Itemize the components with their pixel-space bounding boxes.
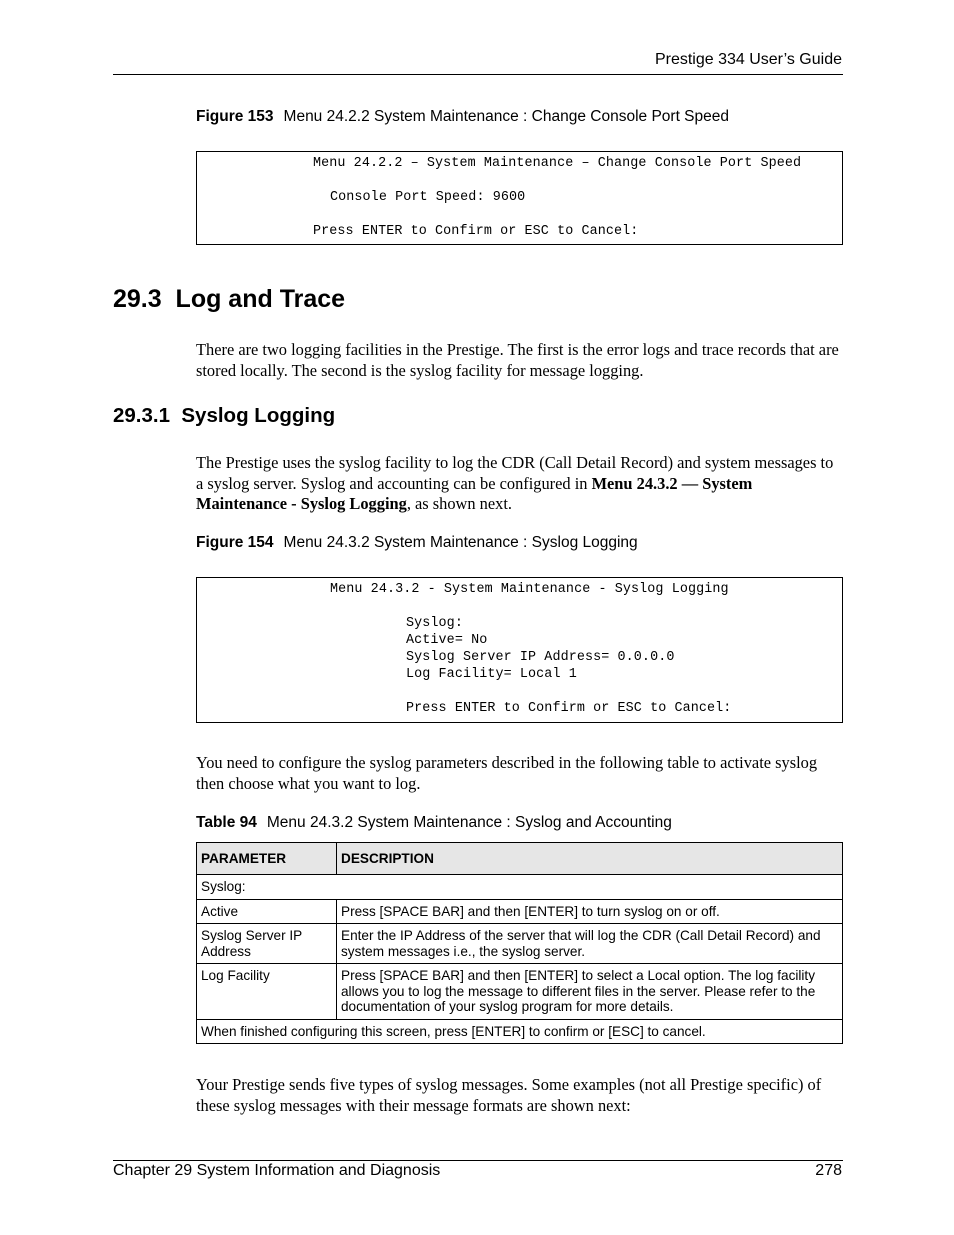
table-footer-row xyxy=(197,1019,843,1044)
subsection-text-1: The Prestige uses the syslog facility to log the CDR (Call Detail Record) and system messages to a syslog server. Syslog and accounting can be configured in xyxy=(196,453,834,493)
table-header-row xyxy=(197,843,843,875)
subsection-text-2: , as shown next. xyxy=(406,494,512,513)
syslog-parameters-table xyxy=(196,842,843,1044)
figure-154-console xyxy=(196,577,843,723)
console-port-speed-field: Console Port Speed: 9600 xyxy=(330,190,526,205)
console-server-ip-field: Syslog Server IP Address= 0.0.0.0 xyxy=(406,650,675,665)
subsection-paragraph xyxy=(196,453,844,515)
figure-153-console xyxy=(196,151,843,245)
figure-154-label: Figure 154 xyxy=(196,534,274,551)
console-title: Menu 24.2.2 – System Maintenance – Change Console Port Speed xyxy=(313,156,802,171)
section-paragraph: There are two logging facilities in the Prestige. The first is the error logs and trace records that are stored locally. The second is the syslog facility for message logging. xyxy=(196,340,839,380)
table-group-row xyxy=(197,875,843,900)
footer-chapter: Chapter 29 System Information and Diagnosis xyxy=(113,1162,441,1179)
console-log-facility-field: Log Facility= Local 1 xyxy=(406,667,577,682)
table-row xyxy=(197,924,843,964)
console-syslog-label: Syslog: xyxy=(406,616,463,631)
console-prompt: Press ENTER to Confirm or ESC to Cancel: xyxy=(313,224,639,239)
console-title: Menu 24.3.2 - System Maintenance - Syslog Logging xyxy=(330,582,729,597)
footer-page-number: 278 xyxy=(815,1162,842,1179)
header-rule xyxy=(113,74,843,75)
group-label-syslog: Syslog: xyxy=(197,875,843,900)
subsection-heading: 29.3.1 Syslog Logging xyxy=(113,404,336,427)
parameter-cell: Active xyxy=(197,899,337,924)
parameter-cell: Log Facility xyxy=(197,964,337,1020)
figure-154-title: Menu 24.3.2 System Maintenance : Syslog Logging xyxy=(283,534,638,551)
running-header: Prestige 334 User’s Guide xyxy=(654,51,842,68)
console-active-field: Active= No xyxy=(406,633,488,648)
figure-153-title: Menu 24.2.2 System Maintenance : Change Console Port Speed xyxy=(283,108,729,125)
console-prompt: Press ENTER to Confirm or ESC to Cancel: xyxy=(406,701,732,716)
figure-153-label: Figure 153 xyxy=(196,108,274,125)
column-header-description: DESCRIPTION xyxy=(337,843,843,875)
menu-reference: Menu 24.3.2 — System Maintenance - Syslog Logging xyxy=(196,473,753,513)
syslog-intro-paragraph: You need to configure the syslog parameters described in the following table to activate syslog then choose what you want to log. xyxy=(196,753,818,793)
footer-rule xyxy=(113,1160,843,1161)
column-header-parameter: PARAMETER xyxy=(197,843,337,875)
table-row xyxy=(197,964,843,1020)
table-footer-note: When finished configuring this screen, press [ENTER] to confirm or [ESC] to cancel. xyxy=(197,1019,843,1044)
description-cell: Press [SPACE BAR] and then [ENTER] to select a Local option. The log facility allows you to log the message to different files in the server. Please refer to the documentation of your syslog program for more details. xyxy=(337,964,843,1020)
parameter-cell: Syslog Server IP Address xyxy=(197,924,337,964)
syslog-types-paragraph: Your Prestige sends five types of syslog messages. Some examples (not all Prestige specific) of these syslog messages with their message formats are shown next: xyxy=(196,1075,822,1115)
table-94-caption xyxy=(196,814,672,832)
table-94-title: Menu 24.3.2 System Maintenance : Syslog and Accounting xyxy=(266,814,672,831)
description-cell: Press [SPACE BAR] and then [ENTER] to turn syslog on or off. xyxy=(337,899,843,924)
table-row xyxy=(197,899,843,924)
figure-154-caption xyxy=(196,534,638,552)
section-heading: 29.3 Log and Trace xyxy=(113,285,346,313)
description-cell: Enter the IP Address of the server that will log the CDR (Call Detail Record) and system messages i.e., the syslog server. xyxy=(337,924,843,964)
table-94-label: Table 94 xyxy=(196,814,257,831)
figure-153-caption xyxy=(196,108,729,126)
